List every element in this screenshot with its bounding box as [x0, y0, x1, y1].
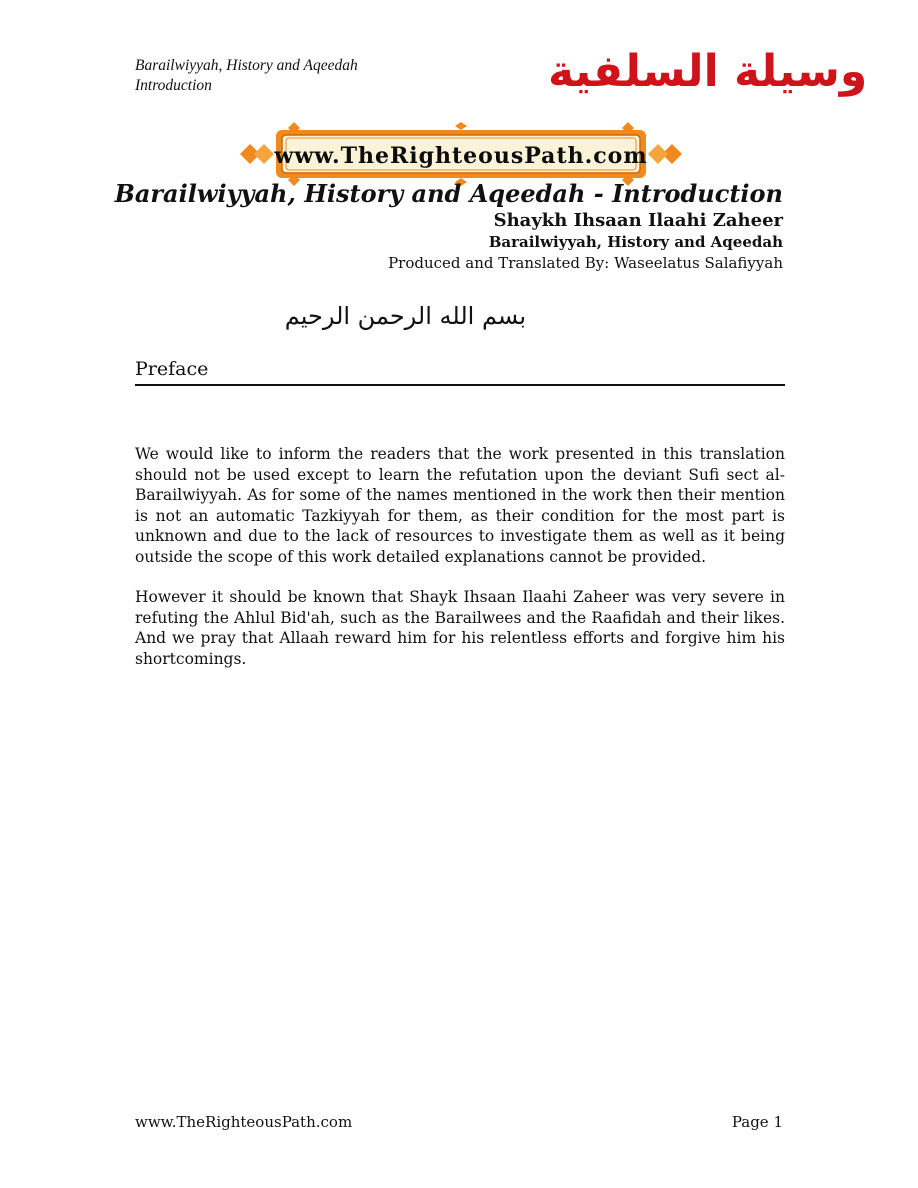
running-header-subtitle: Introduction: [135, 77, 212, 94]
producer-credit: Produced and Translated By: Waseelatus Salafiyyah: [388, 254, 783, 272]
running-header-title: Barailwiyyah, History and Aqeedah: [135, 57, 358, 74]
title-block: [115, 178, 783, 274]
banner-url[interactable]: www.TheRighteousPath.com: [274, 143, 648, 169]
body-text: [135, 444, 785, 689]
paragraph: However it should be known that Shayk Ihsaan Ilaahi Zaheer was very severe in refuting the Ahlul Bid'ah, such as the Barailwees and the Raafidah and their likes. And we pray that Allaah reward him for his relentless efforts and forgive him his shortcomings.: [135, 588, 785, 668]
bismillah-calligraphy: [284, 296, 526, 336]
arabic-logo: وسيلة السلفية: [548, 46, 868, 97]
book-title: Barailwiyyah, History and Aqeedah: [488, 233, 783, 251]
running-header: [135, 56, 358, 96]
section-heading: Preface: [135, 356, 785, 386]
paragraph: We would like to inform the readers that the work presented in this translation should not be used except to learn the refutation upon the deviant Sufi sect al-Barailwiyyah. As for some of the names mentioned in the work then their mention is not an automatic Tazkiyyah for them, as their condition for the most part is unknown and due to the lack of resources to investigate them as well as it being outside the scope of this work detailed explanations cannot be provided.: [135, 445, 785, 566]
website-banner: [236, 122, 686, 186]
document-title: Barailwiyyah, History and Aqeedah - Introduction: [114, 179, 783, 208]
bismillah-text: بسم الله الرحمن الرحيم: [284, 302, 526, 330]
footer-page-number: Page 1: [731, 1113, 783, 1131]
author-name: Shaykh Ihsaan Ilaahi Zaheer: [493, 210, 783, 231]
footer-website[interactable]: www.TheRighteousPath.com: [135, 1113, 353, 1131]
